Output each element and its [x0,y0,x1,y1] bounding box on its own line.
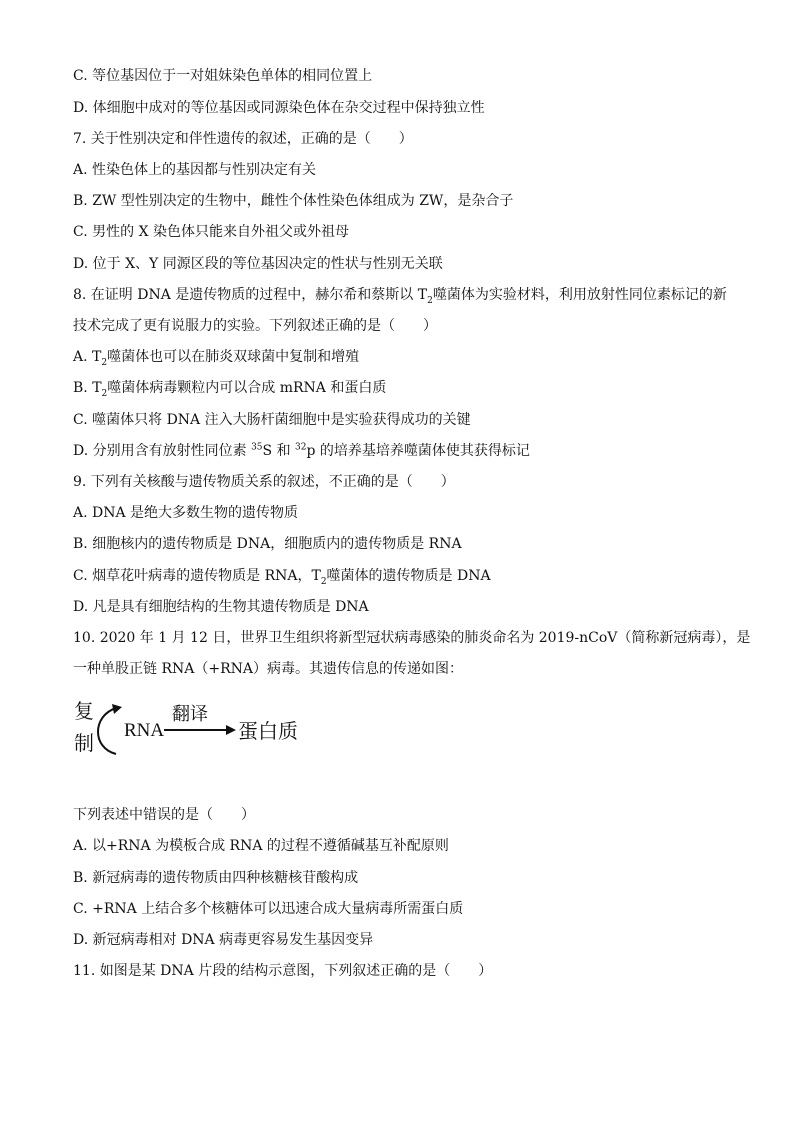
q10-option-d: D. 新冠病毒相对 DNA 病毒更容易发生基因变异 [73,932,374,948]
rna-label: RNA [124,720,165,741]
q9-option-d: D. 凡是具有细胞结构的生物其遗传物质是 DNA [73,599,369,615]
q9-option-a: A. DNA 是绝大多数生物的遗传物质 [73,505,299,521]
q10-option-a: A. 以+RNA 为模板合成 RNA 的过程不遵循碱基互补配原则 [73,838,449,854]
q8-option-c: C. 噬菌体只将 DNA 注入大肠杆菌细胞中是实验获得成功的关键 [73,412,471,428]
q8-stem1-b: 噬菌体为实验材料，利用放射性同位素标记的新 [432,287,727,303]
q8-a-sub: 2 [101,357,108,368]
q10-option-c: C. +RNA 上结合多个核糖体可以迅速合成大量病毒所需蛋白质 [73,901,464,917]
q8-stem1-a: 8. 在证明 DNA 是遗传物质的过程中，赫尔希和蔡斯以 T [73,287,428,303]
q7-option-b: B. ZW 型性别决定的生物中，雌性个体性染色体组成为 ZW，是杂合子 [73,193,514,209]
q8-b-pre: B. T [73,380,102,396]
q8-a-pre: A. T [73,349,102,365]
q8-a-post: 噬菌体也可以在肺炎双球菌中复制和增殖 [107,349,360,365]
q9-c-post: 噬菌体的遗传物质是 DNA [326,568,491,584]
protein-label: 蛋白质 [238,719,298,743]
translation-arrowhead [226,725,236,735]
replication-arrowhead [112,704,122,714]
q8-d-pre: D. 分别用含有放射性同位素 [73,443,252,459]
q9-option-c [73,567,733,585]
replicate-label-bottom: 制 [74,731,94,755]
q10-stem-line2: 一种单股正链 RNA（+RNA）病毒。其遗传信息的传递如图： [73,661,463,677]
q8-stem1-sub: 2 [427,295,433,306]
q8-stem-line2: 技术完成了更有说服力的实验。下列叙述正确的是（ ） [73,318,437,334]
replication-loop-arrow [98,708,116,754]
q10-prompt: 下列表述中错误的是（ ） [73,807,255,823]
q8-b-sub: 2 [101,388,108,399]
genetic-info-flow-diagram [72,690,312,762]
q8-d-sup1: 35 [251,442,263,453]
q8-d-post: p 的培养基培养噬菌体使其获得标记 [306,443,530,459]
translation-label: 翻译 [172,704,208,725]
q8-d-sup2: 32 [295,442,307,453]
q8-option-b [73,379,733,397]
q9-c-sub: 2 [320,576,327,587]
q7-stem: 7. 关于性别决定和伴性遗传的叙述，正确的是（ ） [73,131,413,147]
q6-option-d: D. 体细胞中成对的等位基因或同源染色体在杂交过程中保持独立性 [73,100,485,116]
q9-option-b: B. 细胞核内的遗传物质是 DNA，细胞质内的遗传物质是 RNA [73,536,462,552]
q8-option-a [73,348,733,366]
q7-option-d: D. 位于 X、Y 同源区段的等位基因决定的性状与性别无关联 [73,256,443,272]
q8-stem-line1 [73,286,733,304]
q9-c-pre: C. 烟草花叶病毒的遗传物质是 RNA，T [73,568,321,584]
q11-stem: 11. 如图是某 DNA 片段的结构示意图，下列叙述正确的是（ ） [73,963,493,979]
q10-option-b: B. 新冠病毒的遗传物质由四种核糖核苷酸构成 [73,870,359,886]
q7-option-a: A. 性染色体上的基因都与性别决定有关 [73,162,317,178]
replicate-label-top: 复 [74,699,94,723]
q10-stem-line1: 10. 2020 年 1 月 12 日，世界卫生组织将新型冠状病毒感染的肺炎命名为 2019-nCoV（简称新冠病毒），是 [73,630,751,646]
q7-option-c: C. 男性的 X 染色体只能来自外祖父或外祖母 [73,224,349,240]
q6-option-c: C. 等位基因位于一对姐妹染色单体的相同位置上 [73,68,373,84]
q9-stem: 9. 下列有关核酸与遗传物质关系的叙述，不正确的是（ ） [73,474,455,490]
q8-d-mid: S 和 [262,443,296,459]
q8-b-post: 噬菌体病毒颗粒内可以合成 mRNA 和蛋白质 [107,380,387,396]
q8-option-d [73,442,733,460]
